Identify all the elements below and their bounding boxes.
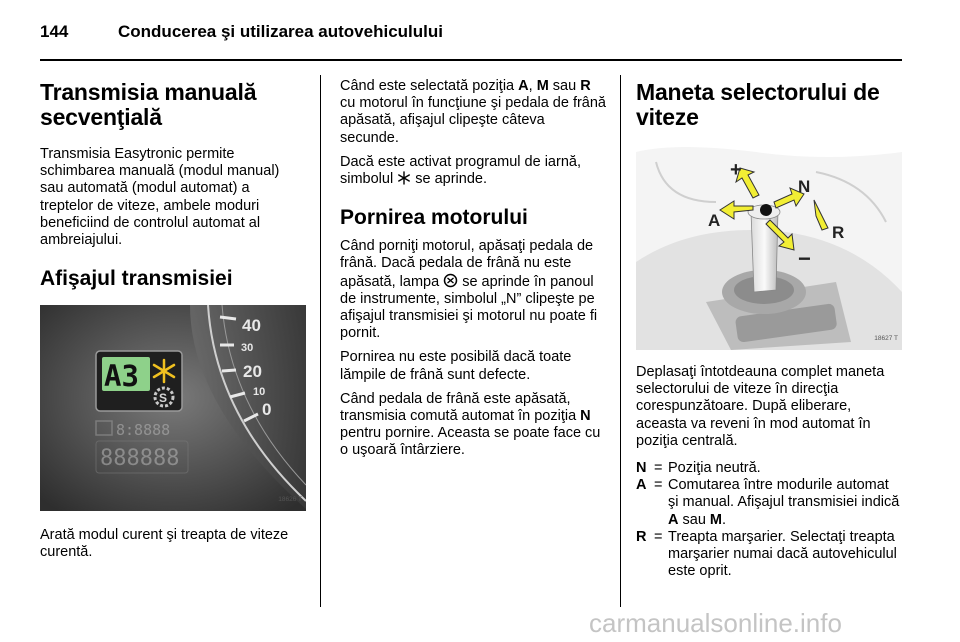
def-eq: = — [654, 460, 663, 477]
def-text: Comutarea între modurile automat şi manual. Afişajul transmisiei indică A sau M. — [668, 477, 900, 528]
subheading-engine-start: Pornirea motorului — [340, 206, 528, 230]
svg-text:888888: 888888 — [100, 446, 180, 472]
display-mode-gear: A3 — [104, 359, 139, 394]
svg-text:S: S — [159, 391, 168, 406]
gauge-label: 0 — [262, 400, 272, 420]
column-1 — [40, 80, 306, 569]
gauge-label: 40 — [242, 316, 261, 336]
label-a: A — [708, 211, 721, 230]
def-key: N — [636, 460, 647, 477]
paragraph-auto-neutral: Când pedala de frână este apăsată, transmisia comută automat în poziţia N pentru pornire. Aceasta se poate face cu o uşoară întârziere. — [340, 390, 601, 459]
label-n: N — [798, 177, 811, 196]
position-definitions — [636, 460, 902, 580]
subheading-display: Afişajul transmisiei — [40, 267, 233, 291]
section-heading-selector-lever: Maneta selectorului de viteze — [636, 79, 880, 130]
transmission-display-illustration — [40, 305, 306, 511]
def-key: R — [636, 528, 647, 545]
label-plus: + — [730, 159, 742, 181]
paragraph-brake-pedal: Când porniţi motorul, apăsaţi pedala de frână. Dacă pedala de frână nu este apăsată, lampa se aprinde în panoul de instrumente, simbolul „N” clipeşte pe afişajul transmisiei şi motorul nu poate fi pornit. — [340, 238, 598, 342]
def-key: A — [636, 477, 647, 494]
winter-program-icon — [397, 171, 411, 185]
transmission-display-figure — [40, 305, 306, 511]
paragraph-display-blink: Când este selectată poziţia A, M sau R cu motorul în funcţiune şi pedala de frână apăsată, afişajul clipeşte câteva secunde. — [340, 78, 606, 146]
selector-lever-figure — [636, 142, 902, 350]
gauge-label: 30 — [241, 342, 254, 355]
def-text: Poziţia neutră. — [668, 460, 761, 477]
label-minus: − — [798, 246, 811, 271]
section-heading-manual-transmission: Transmisia manuală secvenţială — [40, 79, 257, 130]
chapter-title: Conducerea şi utilizarea autovehiculului — [118, 22, 443, 41]
column-divider-1 — [320, 75, 321, 607]
header-rule — [40, 59, 902, 61]
label-r: R — [832, 223, 845, 242]
page-number: 144 — [40, 22, 69, 41]
def-eq: = — [654, 528, 663, 545]
paragraph-brake-lamps: Pornirea nu este posibilă dacă toate lămpile de frână sunt defecte. — [340, 349, 572, 383]
column-2 — [340, 78, 606, 467]
intro-paragraph: Transmisia Easytronic permite schimbarea manuală (modul manual) sau automată (modul automat) a treptelor de viteze, ambele moduri beneficiind de controlul automat al ambreiajului. — [40, 146, 280, 249]
paragraph-lever-usage: Deplasaţi întotdeauna complet maneta selectorului de viteze în direcţia corespunzătoare. După eliberare, aceasta va reveni în mod automat în poziţia centrală. — [636, 364, 885, 449]
def-text: Treapta marşarier. Selectaţi treapta marşarier numai dacă autovehiculul este oprit. — [668, 528, 897, 580]
watermark: carmanualsonline.info — [589, 608, 842, 638]
gauge-label: 20 — [243, 362, 262, 382]
paragraph-winter-program: Dacă este activat programul de iarnă, simbolul se aprinde. — [340, 153, 581, 188]
def-eq: = — [654, 477, 663, 494]
figure-caption: Arată modul curent şi treapta de viteze curentă. — [40, 527, 289, 561]
figure-code: 18627 T — [874, 334, 898, 342]
brake-warning-lamp-icon — [443, 273, 458, 288]
column-divider-2 — [620, 75, 621, 607]
gauge-label: 10 — [253, 386, 266, 399]
selector-lever-illustration — [636, 142, 902, 350]
svg-text:8:8888: 8:8888 — [116, 421, 171, 440]
figure-code: 18626 T — [278, 496, 302, 504]
column-3 — [636, 80, 902, 580]
